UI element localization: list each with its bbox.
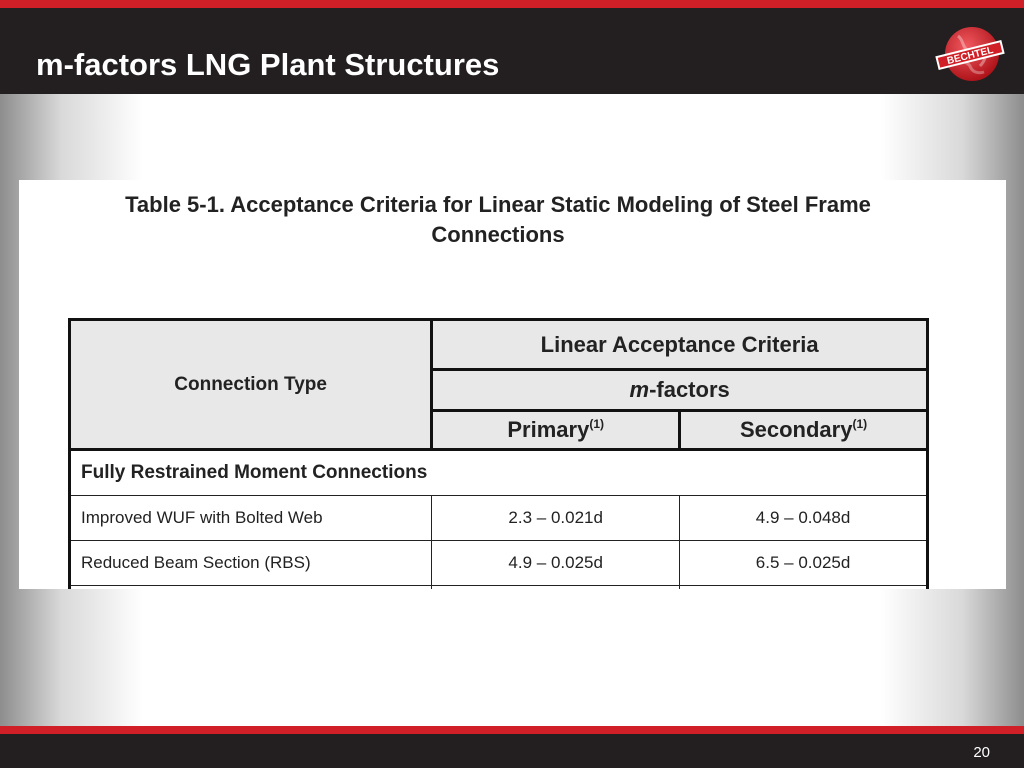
- header-m-italic: m: [629, 377, 650, 402]
- row-secondary-value: 4.9 – 0.048d: [680, 496, 928, 541]
- logo-text: BECHTEL: [945, 44, 995, 68]
- table-row: [70, 496, 928, 541]
- header-primary-note: (1): [589, 417, 604, 431]
- row-primary-value: 2.3 – 0.021d: [432, 496, 680, 541]
- bechtel-logo-icon: [934, 24, 1006, 86]
- header-m-suffix: -factors: [649, 377, 730, 402]
- header-secondary: [680, 411, 928, 450]
- table-caption-line1: Table 5-1. Acceptance Criteria for Linear Static Modeling of Steel Frame: [125, 192, 871, 217]
- header-primary: [432, 411, 680, 450]
- bottom-accent-bar: [0, 726, 1024, 734]
- group-fully-restrained: Fully Restrained Moment Connections: [70, 450, 928, 496]
- row-connection-name: Improved WUF with Bolted Web: [70, 496, 432, 541]
- slide-footer: [0, 734, 1024, 768]
- row-primary-value: 4.9 – 0.025d: [432, 541, 680, 586]
- cut-off-cell: [432, 586, 680, 590]
- header-secondary-note: (1): [852, 417, 868, 431]
- header-connection-type: Connection Type: [70, 320, 432, 450]
- header-underline: [146, 94, 878, 96]
- cut-off-cell: [680, 586, 928, 590]
- slide-title: m-factors LNG Plant Structures: [36, 47, 500, 82]
- table-row: [70, 541, 928, 586]
- header-secondary-label: Secondary: [739, 417, 853, 442]
- table-row-cut-off: [70, 586, 928, 590]
- cut-off-cell: [70, 586, 432, 590]
- row-secondary-value: 6.5 – 0.025d: [680, 541, 928, 586]
- table-caption-line2: Connections: [431, 222, 565, 247]
- document-excerpt: [19, 180, 1006, 589]
- header-m-factors: [432, 370, 928, 411]
- header-primary-label: Primary: [507, 417, 590, 442]
- header-linear-criteria: Linear Acceptance Criteria: [432, 320, 928, 370]
- row-connection-name: Reduced Beam Section (RBS): [70, 541, 432, 586]
- top-accent-bar: [0, 0, 1024, 8]
- table-caption: [19, 190, 977, 250]
- page-number: 20: [973, 744, 990, 761]
- acceptance-criteria-table: [68, 318, 929, 589]
- slide-header: [0, 8, 1024, 94]
